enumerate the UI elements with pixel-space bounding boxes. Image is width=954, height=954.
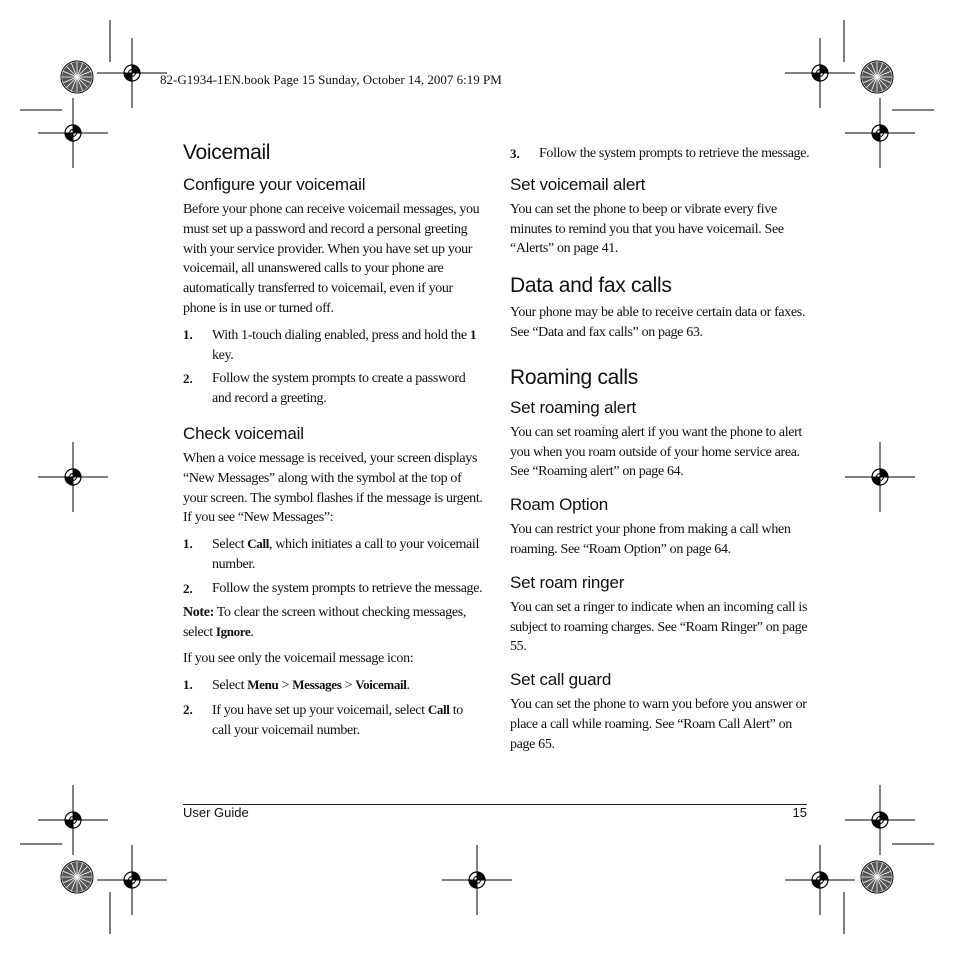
set-call-guard-body: You can set the phone to warn you before you answer or place a call while roaming. See “Roam Call Alert” on page 65. xyxy=(510,697,807,752)
step-text-part: If you have set up your voicemail, select xyxy=(212,702,428,718)
list-item xyxy=(183,700,483,741)
page-number: 15 xyxy=(792,805,807,820)
set-voicemail-alert-section xyxy=(510,174,810,259)
icon-only-text: If you see only the voicemail message icon: xyxy=(183,651,414,667)
check-voicemail-body: When a voice message is received, your screen displays “New Messages” along with the symbol at the top of your screen. The symbol flashes if the message is urgent. If you see “New Messages”: xyxy=(183,450,483,526)
color-target-bottom-right-icon xyxy=(861,861,893,893)
step-text-part: to call your voicemail number. xyxy=(212,702,463,738)
step-text xyxy=(212,325,483,366)
color-target-top-right-icon xyxy=(861,61,893,93)
step-text: Follow the system prompts to create a password and record a greeting. xyxy=(212,371,466,407)
key-name: Call xyxy=(427,701,450,717)
footer-title: User Guide xyxy=(183,805,249,820)
note xyxy=(183,603,483,644)
list-item xyxy=(183,675,483,696)
set-roam-ringer-section xyxy=(510,572,810,657)
roam-option-section xyxy=(510,494,810,560)
registration-mark-icon xyxy=(38,442,108,512)
configure-voicemail-body: Before your phone can receive voicemail messages, you must set up a password and record a personal greeting with your service provider. When you have set up your voicemail, all unanswered calls to your phone are automatically transferred to voicemail, even if your phone is in use or turned off. xyxy=(183,202,480,316)
color-target-top-left-icon xyxy=(61,61,93,93)
right-column xyxy=(510,144,810,767)
roam-option-heading: Roam Option xyxy=(510,495,608,515)
key-name: Ignore xyxy=(215,624,251,640)
key-name: Voicemail xyxy=(355,676,407,692)
roam-option-body: You can restrict your phone from making a call when roaming. See “Roam Option” on page 64. xyxy=(510,522,791,557)
note-label: Note: xyxy=(183,604,214,620)
step-text xyxy=(212,675,483,696)
step-number: 1. xyxy=(183,326,193,342)
list-item xyxy=(510,144,810,164)
registration-mark-icon xyxy=(97,38,167,108)
step-text-part: > xyxy=(341,677,356,693)
step-text xyxy=(212,700,483,741)
step-text-part: > xyxy=(278,677,293,693)
set-roaming-alert-body: You can set roaming alert if you want the phone to alert you when you roam outside of your home service area. See “Roaming alert” on page 64. xyxy=(510,424,802,480)
footer-rule xyxy=(183,804,807,805)
list-item xyxy=(183,325,483,366)
step-text: Follow the system prompts to retrieve the message. xyxy=(539,146,810,161)
left-column xyxy=(183,140,483,744)
step-number: 1. xyxy=(183,536,193,552)
registration-mark-icon xyxy=(97,845,167,915)
key-name: 1 xyxy=(469,326,477,342)
set-voicemail-alert-body: You can set the phone to beep or vibrate every five minutes to remind you that you have voicemail. See “Alerts” on page 41. xyxy=(510,201,784,257)
set-voicemail-alert-heading: Set voicemail alert xyxy=(510,174,646,194)
step-number: 3. xyxy=(510,146,520,161)
key-name: Menu xyxy=(247,676,279,692)
set-call-guard-heading: Set call guard xyxy=(510,670,612,690)
step-text-part: . xyxy=(406,677,410,693)
step-text-part: key. xyxy=(212,347,234,363)
check-voicemail-heading: Check voicemail xyxy=(183,423,304,443)
list-item xyxy=(183,579,483,599)
note-text: . xyxy=(250,625,254,641)
step-text: Follow the system prompts to retrieve the message. xyxy=(212,580,483,596)
roaming-calls-heading: Roaming calls xyxy=(510,365,638,389)
step-text-part: , which initiates a call to your voicemail number. xyxy=(212,537,479,572)
registration-mark-icon xyxy=(845,98,915,168)
step-text xyxy=(212,534,483,575)
step-number: 2. xyxy=(183,580,193,596)
set-roam-ringer-body: You can set a ringer to indicate when an incoming call is subject to roaming charges. See “Roam Ringer” on page 55. xyxy=(510,599,808,655)
set-roam-ringer-heading: Set roam ringer xyxy=(510,572,625,592)
data-fax-section xyxy=(510,273,810,343)
step-number: 2. xyxy=(183,701,193,717)
registration-mark-icon xyxy=(38,98,108,168)
registration-mark-icon xyxy=(442,845,512,915)
registration-mark-icon xyxy=(845,442,915,512)
step-text-part: With 1-touch dialing enabled, press and hold the xyxy=(212,327,470,343)
list-item xyxy=(183,369,483,409)
set-call-guard-section xyxy=(510,669,810,754)
print-header: 82-G1934-1EN.book Page 15 Sunday, October 14, 2007 6:19 PM xyxy=(160,72,502,87)
color-target-bottom-left-icon xyxy=(61,861,93,893)
step-text-part: Select xyxy=(212,537,248,553)
key-name: Call xyxy=(247,536,269,552)
set-roaming-alert-section xyxy=(510,397,810,482)
data-fax-body: Your phone may be able to receive certain data or faxes. See “Data and fax calls” on page 63. xyxy=(510,305,806,340)
step-number: 1. xyxy=(183,676,193,692)
configure-voicemail-heading: Configure your voicemail xyxy=(183,175,366,194)
data-fax-heading: Data and fax calls xyxy=(510,274,672,298)
voicemail-heading: Voicemail xyxy=(183,141,271,164)
step-number: 2. xyxy=(183,371,193,387)
list-item xyxy=(183,534,483,575)
key-name: Messages xyxy=(292,676,342,692)
step-text-part: Select xyxy=(212,677,248,693)
note-text: To clear the screen without checking messages, select xyxy=(183,604,467,641)
set-roaming-alert-heading: Set roaming alert xyxy=(510,397,637,417)
